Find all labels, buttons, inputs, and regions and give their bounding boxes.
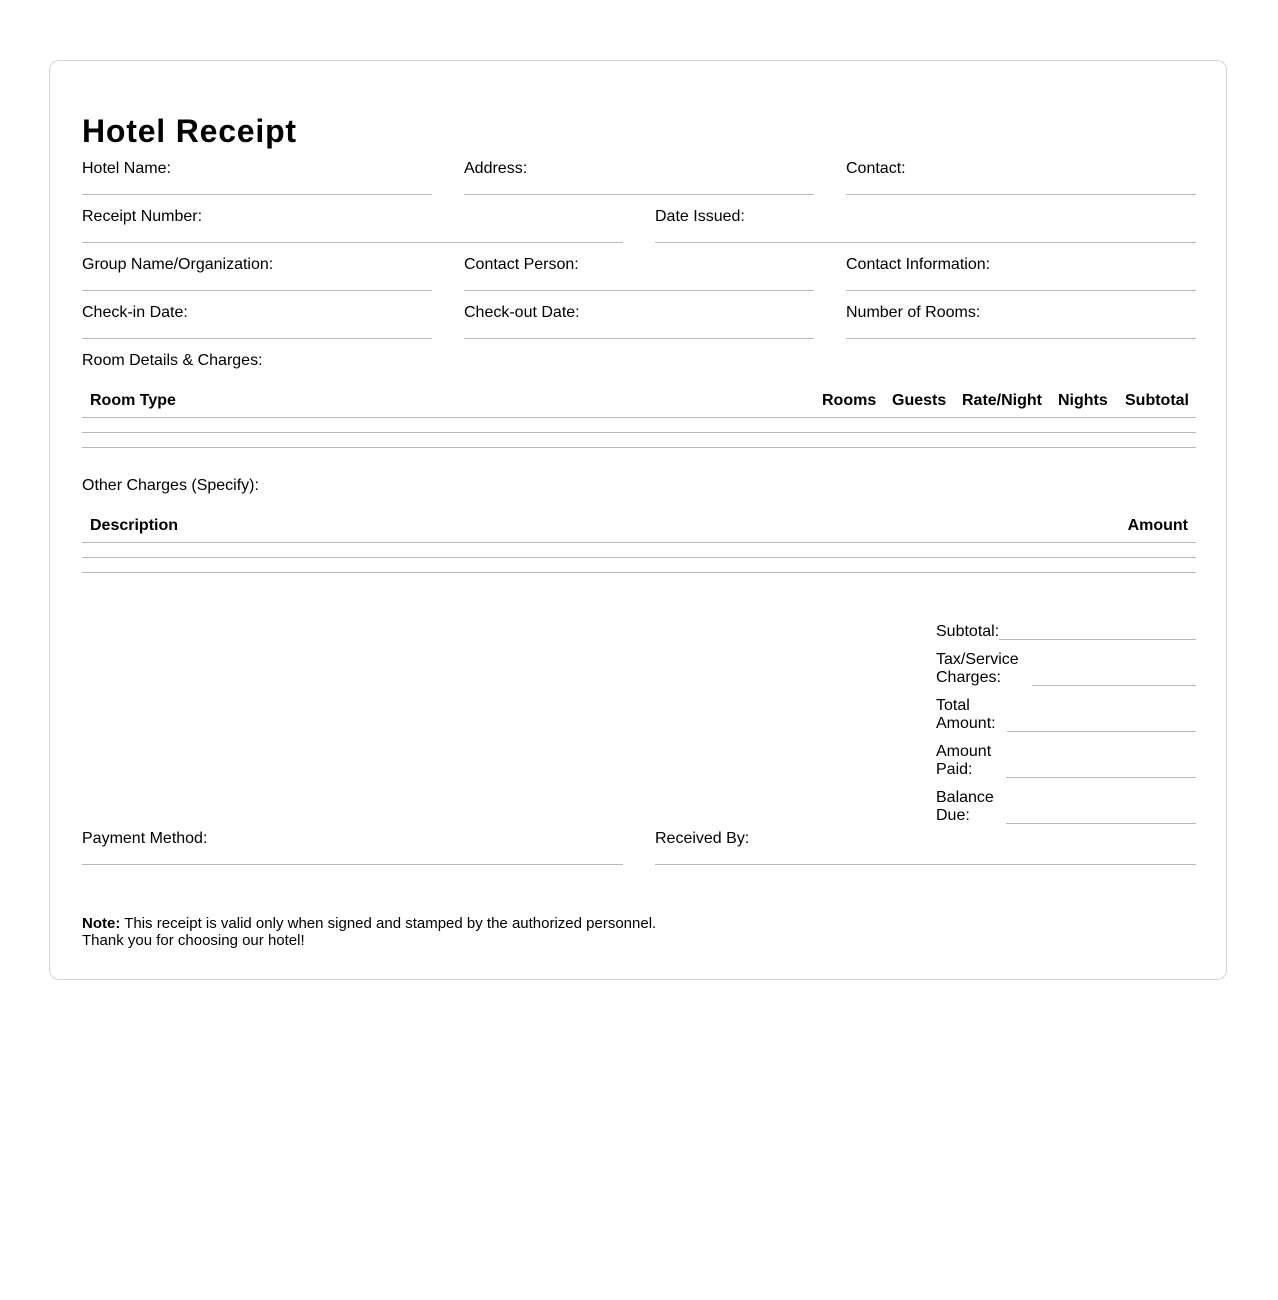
check-out-date-field[interactable] <box>464 305 814 339</box>
total-label-line1: Total <box>936 697 970 714</box>
note-text: This receipt is valid only when signed and stamped by the authorized personnel. <box>120 915 657 932</box>
receipt-number-label: Receipt Number: <box>82 208 203 225</box>
subtotal-input-line[interactable] <box>999 639 1196 640</box>
col-amount: Amount <box>1127 517 1188 534</box>
date-issued-label: Date Issued: <box>655 208 745 225</box>
col-description: Description <box>90 517 179 534</box>
table-row[interactable] <box>82 433 1196 448</box>
subtotal-label-text: Subtotal: <box>936 623 1000 640</box>
total-label-line2: Amount: <box>936 715 996 732</box>
tax-service-input-line[interactable] <box>1032 685 1196 686</box>
balance-label-line2: Due: <box>936 807 970 824</box>
table-row[interactable] <box>82 543 1196 558</box>
paid-label-line1: Amount <box>936 743 992 760</box>
address-label: Address: <box>464 160 528 177</box>
number-of-rooms-field[interactable] <box>846 305 1196 339</box>
balance-due-input-line[interactable] <box>1006 823 1196 824</box>
receipt-number-field[interactable] <box>82 209 623 243</box>
check-out-date-label: Check-out Date: <box>464 304 580 321</box>
check-in-date-label: Check-in Date: <box>82 304 188 321</box>
other-charges-table <box>82 508 1196 573</box>
contact-label: Contact: <box>846 160 906 177</box>
amount-paid-label <box>936 743 991 779</box>
number-of-rooms-label: Number of Rooms: <box>846 304 981 321</box>
received-by-field[interactable] <box>655 831 1196 865</box>
col-guests: Guests <box>892 392 947 409</box>
table-row[interactable] <box>82 418 1196 433</box>
room-details-table <box>82 383 1196 448</box>
group-name-field[interactable] <box>82 257 432 291</box>
amount-paid-input-line[interactable] <box>1006 777 1196 778</box>
col-subtotal: Subtotal <box>1125 392 1189 409</box>
check-in-date-field[interactable] <box>82 305 432 339</box>
address-field[interactable] <box>464 161 814 195</box>
payment-method-label: Payment Method: <box>82 830 208 847</box>
group-name-label: Group Name/Organization: <box>82 256 274 273</box>
page-title: Hotel Receipt <box>82 113 297 149</box>
contact-person-label: Contact Person: <box>464 256 579 273</box>
subtotal-label <box>936 623 999 641</box>
payment-method-field[interactable] <box>82 831 623 865</box>
col-nights: Nights <box>1058 392 1108 409</box>
hotel-name-field[interactable] <box>82 161 432 195</box>
room-table-header <box>82 383 1196 418</box>
other-table-header <box>82 508 1196 543</box>
balance-due-label <box>936 789 994 825</box>
contact-information-label: Contact Information: <box>846 256 991 273</box>
receipt-note <box>82 915 656 949</box>
hotel-name-label: Hotel Name: <box>82 160 171 177</box>
contact-information-field[interactable] <box>846 257 1196 291</box>
tax-label-line1: Tax/Service <box>936 651 1019 668</box>
col-rooms: Rooms <box>822 392 877 409</box>
tax-service-label <box>936 651 1019 687</box>
total-amount-label <box>936 697 996 733</box>
balance-label-line1: Balance <box>936 789 994 806</box>
total-amount-input-line[interactable] <box>1007 731 1196 732</box>
table-row[interactable] <box>82 558 1196 573</box>
tax-label-line2: Charges: <box>936 669 1001 686</box>
other-charges-label: Other Charges (Specify): <box>82 477 259 494</box>
thank-you-text: Thank you for choosing our hotel! <box>82 932 305 949</box>
date-issued-field[interactable] <box>655 209 1196 243</box>
note-label: Note: <box>82 915 121 932</box>
contact-person-field[interactable] <box>464 257 814 291</box>
col-rate-night: Rate/Night <box>962 392 1042 409</box>
room-details-label: Room Details & Charges: <box>82 352 263 369</box>
contact-field[interactable] <box>846 161 1196 195</box>
paid-label-line2: Paid: <box>936 761 973 778</box>
col-room-type: Room Type <box>90 392 176 409</box>
received-by-label: Received By: <box>655 830 750 847</box>
